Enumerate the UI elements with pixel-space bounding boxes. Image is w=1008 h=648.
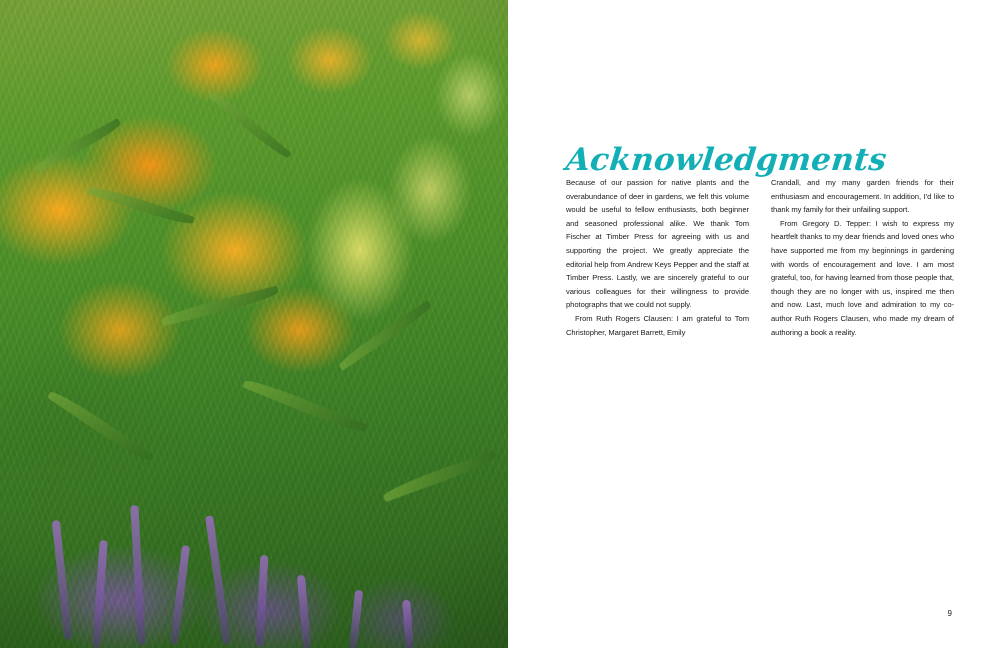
page-title: Acknowledgments bbox=[564, 141, 889, 178]
paragraph: Crandall, and my many garden friends for their enthusiasm and encouragement. In addition, I'd like to thank my family for their unfailing support. bbox=[771, 178, 954, 215]
text-page bbox=[508, 0, 1008, 648]
paragraph: From Gregory D. Tepper: I wish to express my heartfelt thanks to my dear friends and loved ones who have supported me from my beginnings in gardening with words of encouragement and love. I am most grateful, too, for having learned from those people that, though they are no longer with us, inspired me then and now. Last, much love and admiration to my co-author Ruth Rogers Clausen, who made my dream of authoring a book a reality. bbox=[771, 218, 954, 337]
body-column-left bbox=[566, 176, 749, 339]
paragraph: From Ruth Rogers Clausen: I am grateful to Tom Christopher, Margaret Barrett, Emily bbox=[566, 313, 749, 337]
paragraph: Because of our passion for native plants and the overabundance of deer in gardens, we felt this volume would be useful to fellow enthusiasts, both beginner and seasoned professional alike. We thank Tom Fischer at Timber Press for agreeing with us and supporting the project. We greatly appreciate the editorial help from Andrew Keys Pepper and the staff at Timber Press. Lastly, we are sincerely grateful to our various colleagues for their willingness to provide photographs that we could not supply. bbox=[566, 178, 749, 310]
page-number: 9 bbox=[947, 609, 952, 618]
body-column-right bbox=[771, 176, 954, 339]
body-columns bbox=[566, 176, 954, 339]
